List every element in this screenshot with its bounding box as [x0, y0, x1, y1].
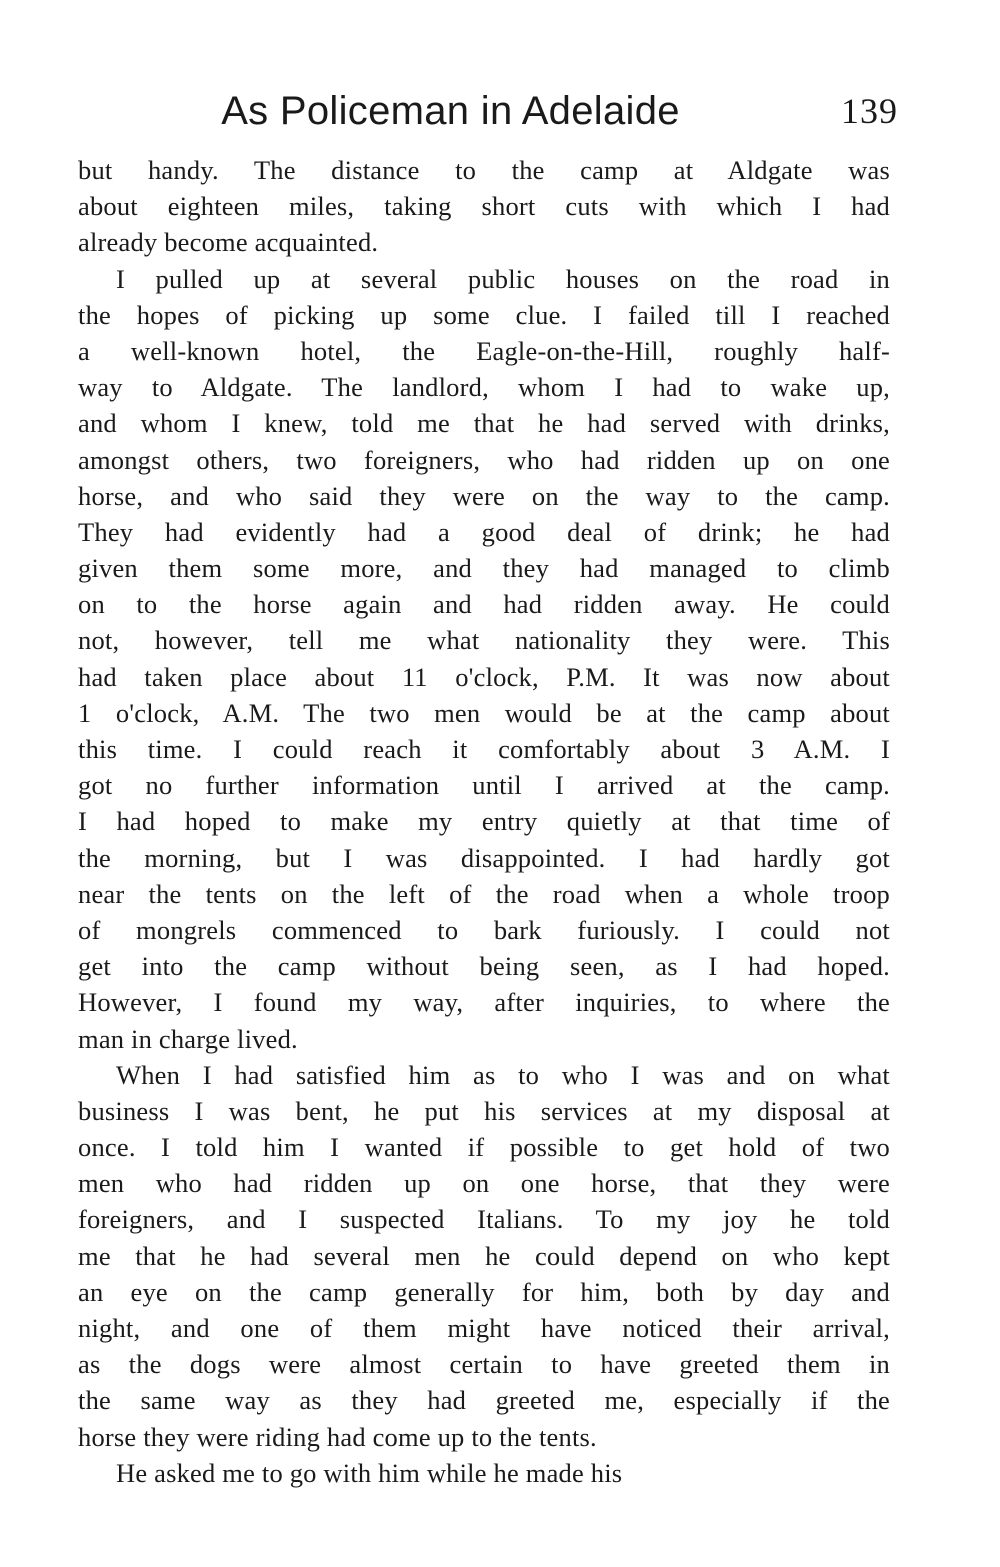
text-line: not, however, tell me what nationality they were. This — [78, 625, 890, 656]
text-line: about eighteen miles, taking short cuts with which I had — [78, 191, 890, 222]
text-line: foreigners, and I suspected Italians. To my joy he told — [78, 1204, 890, 1235]
text-line: 1 o'clock, A.M. The two men would be at the camp about — [78, 697, 890, 728]
text-line: night, and one of them might have noticed their arrival, — [78, 1313, 890, 1343]
body-text — [78, 152, 890, 1491]
text-line: near the tents on the left of the road when a whole troop — [78, 878, 890, 909]
text-line: once. I told him I wanted if possible to get hold of two — [78, 1132, 890, 1163]
text-line: of mongrels commenced to bark furiously. I could not — [78, 914, 890, 945]
text-line: this time. I could reach it comfortably about 3 A.M. I — [78, 734, 890, 764]
text-line: had taken place about 11 o'clock, P.M. It was now about — [78, 661, 890, 692]
text-line: and whom I knew, told me that he had served with drinks, — [78, 408, 890, 439]
text-line: given them some more, and they had managed to climb — [78, 553, 890, 584]
text-line: me that he had several men he could depend on who kept — [78, 1240, 890, 1271]
text-line: way to Aldgate. The landlord, whom I had to wake up, — [78, 372, 890, 403]
text-line: He asked me to go with him while he made his — [116, 1457, 623, 1488]
text-line: already become acquainted. — [78, 227, 379, 258]
text-line: an eye on the camp generally for him, both by day and — [78, 1276, 890, 1307]
text-line: I had hoped to make my entry quietly at that time of — [78, 806, 890, 837]
text-line: horse they were riding had come up to the tents. — [78, 1421, 597, 1452]
text-line: man in charge lived. — [78, 1023, 298, 1054]
text-line: got no further information until I arrived at the camp. — [78, 770, 890, 801]
text-line: However, I found my way, after inquiries, to where the — [78, 987, 890, 1018]
text-line: but handy. The distance to the camp at Aldgate was — [78, 155, 890, 185]
text-line: I pulled up at several public houses on the road in — [116, 263, 890, 294]
page-number: 139 — [841, 91, 898, 131]
text-line: amongst others, two foreigners, who had ridden up on one — [78, 444, 890, 475]
paragraph — [78, 152, 890, 261]
text-line: on to the horse again and had ridden away. He could — [78, 589, 890, 620]
text-line: the same way as they had greeted me, especially if the — [78, 1385, 890, 1416]
page-header — [78, 86, 898, 136]
running-title: As Policeman in Adelaide — [221, 89, 680, 133]
text-line: as the dogs were almost certain to have greeted them in — [78, 1349, 890, 1380]
text-line: a well-known hotel, the Eagle-on-the-Hill, roughly half- — [78, 335, 890, 366]
paragraph — [78, 261, 890, 1057]
paragraph — [78, 1057, 890, 1455]
text-line: men who had ridden up on one horse, that they were — [78, 1168, 890, 1199]
text-line: They had evidently had a good deal of drink; he had — [78, 516, 890, 547]
text-line: horse, and who said they were on the way to the camp. — [78, 480, 890, 511]
paragraph — [78, 1455, 890, 1491]
text-line: the morning, but I was disappointed. I had hardly got — [78, 842, 890, 873]
text-line: business I was bent, he put his services at my disposal at — [78, 1095, 890, 1126]
text-line: get into the camp without being seen, as I had hoped. — [78, 951, 890, 982]
text-line: When I had satisfied him as to who I was and on what — [116, 1059, 890, 1090]
text-line: the hopes of picking up some clue. I failed till I reached — [78, 299, 890, 330]
